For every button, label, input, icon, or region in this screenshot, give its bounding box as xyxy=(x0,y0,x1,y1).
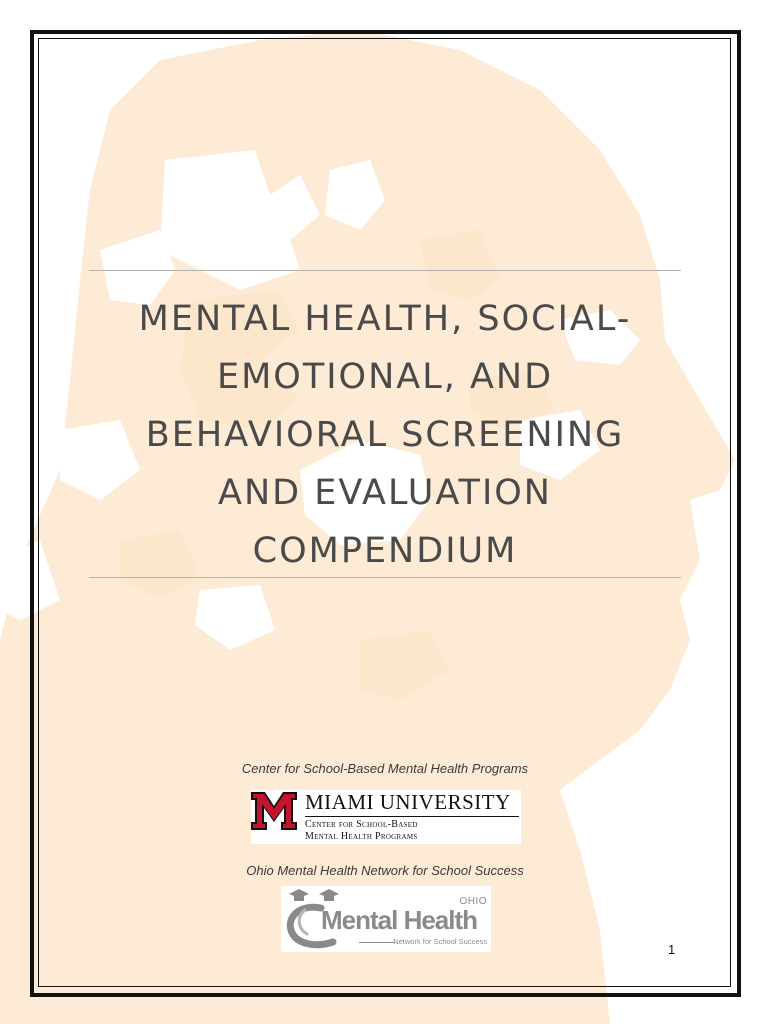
miami-logo-divider xyxy=(305,816,519,817)
miami-university-name: MIAMI UNIVERSITY xyxy=(305,790,511,814)
title-top-rule xyxy=(89,270,681,271)
miami-m-icon xyxy=(251,792,297,830)
document-title xyxy=(89,290,681,580)
title-line: EMOTIONAL, AND xyxy=(216,357,554,397)
title-line: AND EVALUATION xyxy=(218,473,552,513)
ohio-mental-health-logo xyxy=(281,886,491,952)
miami-university-logo xyxy=(251,790,521,844)
ohio-tagline: Network for School Success xyxy=(393,937,487,946)
title-line: MENTAL HEALTH, SOCIAL- xyxy=(138,299,632,339)
page-number: 1 xyxy=(668,942,676,957)
title-line: COMPENDIUM xyxy=(252,531,518,571)
network-caption: Ohio Mental Health Network for School Success xyxy=(246,863,524,878)
ohio-state-label: OHIO xyxy=(459,896,487,907)
miami-subtitle-line1: Center for School-Based xyxy=(305,819,418,830)
title-line: BEHAVIORAL SCREENING xyxy=(145,415,625,455)
ohio-mental-health-name: Mental Health xyxy=(321,905,478,935)
miami-subtitle-line2: Mental Health Programs xyxy=(305,831,418,842)
center-caption: Center for School-Based Mental Health Programs xyxy=(241,761,529,776)
title-bottom-rule xyxy=(89,577,681,578)
ohio-tagline-rule xyxy=(359,942,395,943)
